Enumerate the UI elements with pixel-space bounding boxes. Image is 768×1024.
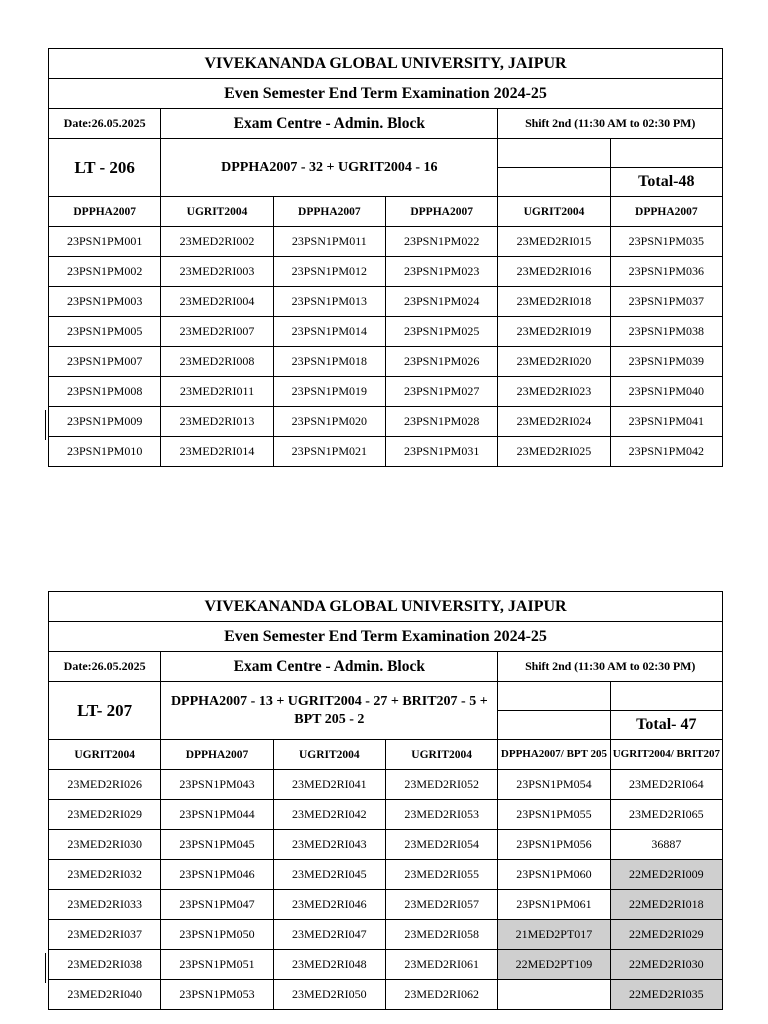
- roll-number-cell: 23MED2RI007: [161, 317, 273, 347]
- room-composition: DPPHA2007 - 13 + UGRIT2004 - 27 + BRIT207 - 5 + BPT 205 - 2: [161, 682, 498, 740]
- blank-cell: [498, 139, 610, 168]
- shift-time: Shift 2nd (11:30 AM to 02:30 PM): [498, 109, 723, 139]
- column-header-row: [49, 740, 723, 770]
- roll-number-cell: 23PSN1PM042: [610, 437, 722, 467]
- roll-number-cell: 23MED2RI015: [498, 227, 610, 257]
- seating-table-lt207: [48, 591, 723, 1010]
- roll-number-cell: 23MED2RI061: [385, 950, 497, 980]
- roll-number-cell: 23MED2RI054: [385, 830, 497, 860]
- roll-number-cell: 23MED2RI016: [498, 257, 610, 287]
- roll-number-cell: 23PSN1PM027: [385, 377, 497, 407]
- column-header: UGRIT2004: [49, 740, 161, 770]
- roll-number-cell: 22MED2RI035: [610, 980, 722, 1010]
- roll-number-cell: 23PSN1PM056: [498, 830, 610, 860]
- roll-number-cell: 23PSN1PM001: [49, 227, 161, 257]
- roll-number-cell: 23MED2RI047: [273, 920, 385, 950]
- roll-number-cell: 23MED2RI042: [273, 800, 385, 830]
- roll-number-cell: 23MED2RI048: [273, 950, 385, 980]
- roll-number-cell: 23PSN1PM055: [498, 800, 610, 830]
- room-composition: DPPHA2007 - 32 + UGRIT2004 - 16: [161, 139, 498, 197]
- room-label: LT- 207: [49, 682, 161, 740]
- roll-number-cell: 23PSN1PM007: [49, 347, 161, 377]
- table-row: [49, 950, 723, 980]
- roll-number-cell: 23MED2RI023: [498, 377, 610, 407]
- roll-number-cell: 23PSN1PM024: [385, 287, 497, 317]
- roll-number-cell: 23PSN1PM036: [610, 257, 722, 287]
- roll-number-cell: 23PSN1PM018: [273, 347, 385, 377]
- roll-number-cell: 23MED2RI024: [498, 407, 610, 437]
- table-row: [49, 437, 723, 467]
- column-header: UGRIT2004: [161, 197, 273, 227]
- table-row: [49, 257, 723, 287]
- roll-number-cell: 22MED2RI018: [610, 890, 722, 920]
- roll-number-cell: 23PSN1PM041: [610, 407, 722, 437]
- roll-number-cell: 23MED2RI057: [385, 890, 497, 920]
- roll-number-cell: 23MED2RI020: [498, 347, 610, 377]
- roll-number-cell: 23PSN1PM013: [273, 287, 385, 317]
- table-row: [49, 407, 723, 437]
- roll-number-cell: 23MED2RI019: [498, 317, 610, 347]
- roll-number-cell: 23PSN1PM044: [161, 800, 273, 830]
- roll-number-cell: 23MED2RI011: [161, 377, 273, 407]
- university-title: VIVEKANANDA GLOBAL UNIVERSITY, JAIPUR: [49, 592, 723, 622]
- exam-title: Even Semester End Term Examination 2024-25: [49, 622, 723, 652]
- roll-number-cell: 23MED2RI018: [498, 287, 610, 317]
- table-row: [49, 377, 723, 407]
- column-header-row: [49, 197, 723, 227]
- roll-number-cell: 23MED2RI065: [610, 800, 722, 830]
- margin-mark: [45, 410, 46, 440]
- roll-number-cell: 23MED2RI026: [49, 770, 161, 800]
- roll-number-cell: 23PSN1PM028: [385, 407, 497, 437]
- roll-number-cell: 23MED2RI038: [49, 950, 161, 980]
- roll-number-rows: [49, 227, 723, 467]
- roll-number-cell: 23PSN1PM054: [498, 770, 610, 800]
- roll-number-cell: 23MED2RI041: [273, 770, 385, 800]
- roll-number-rows: [49, 770, 723, 1010]
- roll-number-cell: 23MED2RI029: [49, 800, 161, 830]
- column-header: DPPHA2007: [610, 197, 722, 227]
- column-header: DPPHA2007/ BPT 205: [498, 740, 610, 770]
- roll-number-cell: 23MED2RI055: [385, 860, 497, 890]
- exam-date: Date:26.05.2025: [49, 652, 161, 682]
- roll-number-cell: 23PSN1PM060: [498, 860, 610, 890]
- roll-number-cell: 23PSN1PM019: [273, 377, 385, 407]
- roll-number-cell: 23PSN1PM008: [49, 377, 161, 407]
- column-header: DPPHA2007: [49, 197, 161, 227]
- roll-number-cell: 23MED2RI045: [273, 860, 385, 890]
- roll-number-cell: 23PSN1PM045: [161, 830, 273, 860]
- roll-number-cell: 23MED2RI053: [385, 800, 497, 830]
- blank-cell: [610, 682, 722, 711]
- shift-time: Shift 2nd (11:30 AM to 02:30 PM): [498, 652, 723, 682]
- roll-number-cell: 23MED2RI064: [610, 770, 722, 800]
- column-header: UGRIT2004/ BRIT207: [610, 740, 722, 770]
- roll-number-cell: 23PSN1PM026: [385, 347, 497, 377]
- roll-number-cell: 23MED2RI004: [161, 287, 273, 317]
- column-header: UGRIT2004: [498, 197, 610, 227]
- column-header: DPPHA2007: [273, 197, 385, 227]
- roll-number-cell: 23PSN1PM014: [273, 317, 385, 347]
- column-header: UGRIT2004: [385, 740, 497, 770]
- roll-number-cell: 23MED2RI043: [273, 830, 385, 860]
- roll-number-cell: 23MED2RI033: [49, 890, 161, 920]
- roll-number-cell: 23MED2RI002: [161, 227, 273, 257]
- roll-number-cell: 23PSN1PM035: [610, 227, 722, 257]
- column-header: UGRIT2004: [273, 740, 385, 770]
- roll-number-cell: 23MED2RI052: [385, 770, 497, 800]
- roll-number-cell: 23MED2RI032: [49, 860, 161, 890]
- roll-number-cell: 23PSN1PM061: [498, 890, 610, 920]
- table-row: [49, 287, 723, 317]
- roll-number-cell: 23PSN1PM046: [161, 860, 273, 890]
- roll-number-cell: 23MED2RI037: [49, 920, 161, 950]
- roll-number-cell: 23PSN1PM039: [610, 347, 722, 377]
- roll-number-cell: 21MED2PT017: [498, 920, 610, 950]
- roll-number-cell: 23MED2RI014: [161, 437, 273, 467]
- roll-number-cell: 23PSN1PM038: [610, 317, 722, 347]
- university-title: VIVEKANANDA GLOBAL UNIVERSITY, JAIPUR: [49, 49, 723, 79]
- column-header: DPPHA2007: [385, 197, 497, 227]
- roll-number-cell: 23PSN1PM003: [49, 287, 161, 317]
- roll-number-cell: 23MED2RI062: [385, 980, 497, 1010]
- roll-number-cell: 22MED2PT109: [498, 950, 610, 980]
- seating-table-lt206: [48, 48, 723, 467]
- roll-number-cell: 23MED2RI058: [385, 920, 497, 950]
- roll-number-cell: 23PSN1PM002: [49, 257, 161, 287]
- roll-number-cell: 36887: [610, 830, 722, 860]
- blank-cell: [498, 168, 610, 197]
- roll-number-cell: 23PSN1PM021: [273, 437, 385, 467]
- margin-mark: [45, 953, 46, 983]
- roll-number-cell: 23PSN1PM043: [161, 770, 273, 800]
- exam-date: Date:26.05.2025: [49, 109, 161, 139]
- room-label: LT - 206: [49, 139, 161, 197]
- room-total: Total-48: [610, 168, 722, 197]
- roll-number-cell: 23MED2RI050: [273, 980, 385, 1010]
- blank-cell: [610, 139, 722, 168]
- exam-title: Even Semester End Term Examination 2024-25: [49, 79, 723, 109]
- roll-number-cell: 23PSN1PM031: [385, 437, 497, 467]
- roll-number-cell: 23PSN1PM022: [385, 227, 497, 257]
- roll-number-cell: 23MED2RI013: [161, 407, 273, 437]
- roll-number-cell: 23MED2RI008: [161, 347, 273, 377]
- roll-number-cell: 23MED2RI030: [49, 830, 161, 860]
- roll-number-cell: 23PSN1PM025: [385, 317, 497, 347]
- table-row: [49, 860, 723, 890]
- column-header: DPPHA2007: [161, 740, 273, 770]
- table-row: [49, 227, 723, 257]
- roll-number-cell: 22MED2RI029: [610, 920, 722, 950]
- table-row: [49, 920, 723, 950]
- roll-number-cell: 23PSN1PM053: [161, 980, 273, 1010]
- table-row: [49, 800, 723, 830]
- roll-number-cell: 23PSN1PM020: [273, 407, 385, 437]
- roll-number-cell: 23PSN1PM040: [610, 377, 722, 407]
- roll-number-cell: 23PSN1PM009: [49, 407, 161, 437]
- roll-number-cell: [498, 980, 610, 1010]
- roll-number-cell: 22MED2RI030: [610, 950, 722, 980]
- roll-number-cell: 23PSN1PM037: [610, 287, 722, 317]
- roll-number-cell: 23MED2RI040: [49, 980, 161, 1010]
- table-row: [49, 890, 723, 920]
- blank-cell: [498, 711, 610, 740]
- roll-number-cell: 23MED2RI046: [273, 890, 385, 920]
- roll-number-cell: 23PSN1PM050: [161, 920, 273, 950]
- roll-number-cell: 23PSN1PM010: [49, 437, 161, 467]
- roll-number-cell: 23PSN1PM005: [49, 317, 161, 347]
- roll-number-cell: 22MED2RI009: [610, 860, 722, 890]
- blank-cell: [498, 682, 610, 711]
- roll-number-cell: 23PSN1PM011: [273, 227, 385, 257]
- table-row: [49, 317, 723, 347]
- exam-centre: Exam Centre - Admin. Block: [161, 652, 498, 682]
- roll-number-cell: 23PSN1PM051: [161, 950, 273, 980]
- roll-number-cell: 23MED2RI025: [498, 437, 610, 467]
- room-total: Total- 47: [610, 711, 722, 740]
- roll-number-cell: 23PSN1PM012: [273, 257, 385, 287]
- table-row: [49, 347, 723, 377]
- roll-number-cell: 23PSN1PM047: [161, 890, 273, 920]
- table-row: [49, 770, 723, 800]
- exam-centre: Exam Centre - Admin. Block: [161, 109, 498, 139]
- table-row: [49, 830, 723, 860]
- roll-number-cell: 23PSN1PM023: [385, 257, 497, 287]
- roll-number-cell: 23MED2RI003: [161, 257, 273, 287]
- table-row: [49, 980, 723, 1010]
